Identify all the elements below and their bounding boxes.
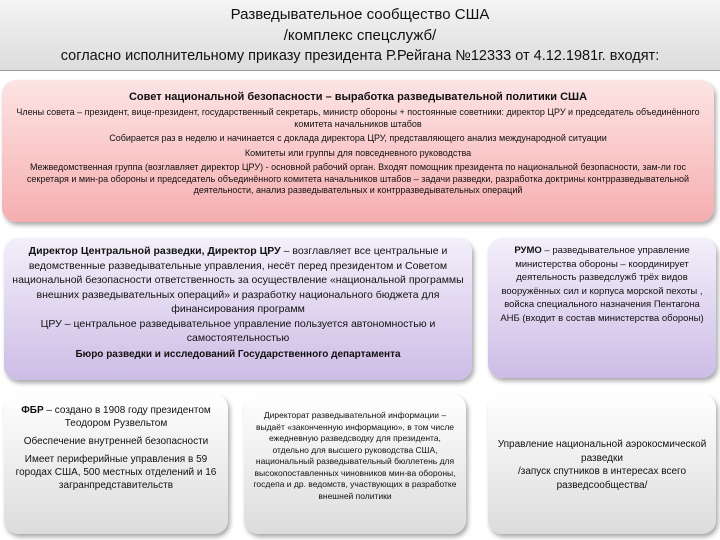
page-header [0,0,720,71]
nro-text: /запуск спутников в интересах всего разведсообщества/ [517,466,687,491]
nro-box [488,394,716,534]
cia-description: ЦРУ – центральное разведывательное управление пользуется автономностью и самостоятельностью [40,317,436,344]
dia-text: – разведывательное управление министерства обороны – координирует деятельность разведслужб трёх видов вооружённых сил и корпуса морской пехоты , войска специального назначения Пентагона [501,245,703,310]
nsc-committees: Комитеты или группы для повседневного руководства [244,147,472,158]
nsc-interagency-group: Межведомственная группа (возглавляет директор ЦРУ) - основной рабочий орган. Входят помощник президента по национальной безопасности, зам-ли гос секретаря и мин-ра обороны и председатель объединённого комитета начальников штабов – задачи разведки, разработка доктрины контрразведывательной деятельности, анализ разведывательных и контрразведывательных операций [26,162,690,195]
fbi-text: – создано в 1908 году президентом Теодором Рузвельтом [43,405,211,429]
fbi-box [4,394,228,534]
fbi-lead: ФБР [21,405,44,416]
nsc-box [2,80,714,222]
header-subtitle: /комплекс спецслужб/ [283,27,437,44]
dci-description [12,244,464,317]
nsc-meetings: Собирается раз в неделю и начинается с доклада директора ЦРУ, представляющего анализ международной ситуации [109,133,607,143]
nsc-members: Члены совета – президент, вице-президент, государственный секретарь, министр обороны + постоянные советники: директор ЦРУ и председатель объединённого комитета начальников штабов [16,107,700,129]
fbi-security: Обеспечение внутренней безопасности [23,436,209,447]
fbi-description [12,404,220,430]
nsa-description: АНБ (входит в состав министерства обороны) [500,312,704,324]
dci-box [4,238,472,380]
intel-directorate-box [244,394,466,534]
fbi-offices: Имеет периферийные управления в 59 городах США, 500 местных отделений и 16 загранпредставительств [15,454,217,491]
dia-lead: РУМО [514,245,542,256]
dci-lead: Директор Центральной разведки, Директор ЦРУ [28,245,281,257]
nro-title: Управление национальной аэрокосмической разведки [497,439,707,464]
state-bureau: Бюро разведки и исследований Государственного департамента [75,348,401,360]
header-order-line: согласно исполнительному приказу президента Р.Рейгана №12333 от 4.12.1981г. входят: [60,48,660,64]
intel-directorate-text: Директорат разведывательной информации – выдаёт «законченную информацию», в том числе ежедневную разведсводку для президента, отдельно для высшего руководства США, национальный разведывательный бюллетень для высокопоставленных чиновников мин-ва обороны, госдепа и др. ведомств, участвующих в разработке внешней политики [253,410,457,501]
dia-box [488,238,716,378]
header-title: Разведывательное сообщество США [230,6,490,23]
dia-description [496,244,708,312]
nsc-title: Совет национальной безопасности – выработка разведывательной политики США [128,91,588,103]
dci-text: – возглавляет все центральные и ведомственные разведывательные управления, несёт перед президентом и Советом национальной безопасности ответственность за осуществление «национальной программы внешних разведывательных операций» и разработку национального бюджета для финансирования программ [12,245,464,315]
